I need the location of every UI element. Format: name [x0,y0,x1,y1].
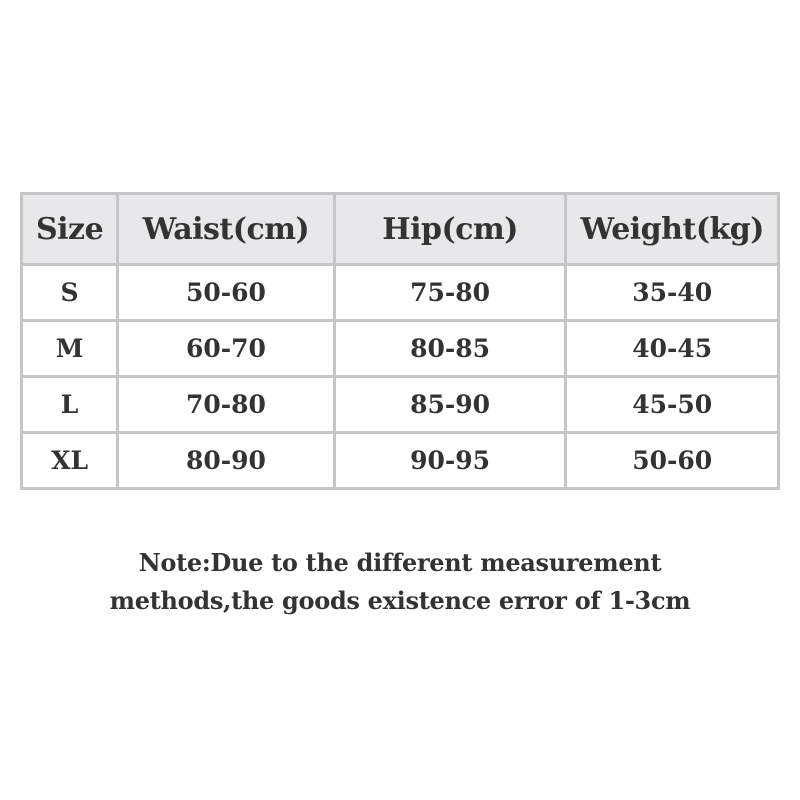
header-weight: Weight(kg) [566,194,779,265]
measurement-note [0,544,800,620]
table-row [22,433,779,489]
cell-size: S [22,265,118,321]
table-row [22,377,779,433]
header-size: Size [22,194,118,265]
header-hip: Hip(cm) [334,194,566,265]
cell-waist: 50-60 [118,265,335,321]
size-chart-table [20,192,780,490]
cell-hip: 75-80 [334,265,566,321]
cell-weight: 45-50 [566,377,779,433]
cell-hip: 80-85 [334,321,566,377]
note-line-1: Note:Due to the different measurement [138,548,662,577]
cell-weight: 35-40 [566,265,779,321]
cell-waist: 70-80 [118,377,335,433]
table-header-row [22,194,779,265]
cell-weight: 50-60 [566,433,779,489]
cell-hip: 85-90 [334,377,566,433]
table-row [22,265,779,321]
cell-weight: 40-45 [566,321,779,377]
note-line-2: methods,the goods existence error of 1-3cm [109,586,691,615]
cell-size: L [22,377,118,433]
table-row [22,321,779,377]
header-waist: Waist(cm) [118,194,335,265]
cell-size: XL [22,433,118,489]
cell-size: M [22,321,118,377]
cell-hip: 90-95 [334,433,566,489]
cell-waist: 60-70 [118,321,335,377]
cell-waist: 80-90 [118,433,335,489]
